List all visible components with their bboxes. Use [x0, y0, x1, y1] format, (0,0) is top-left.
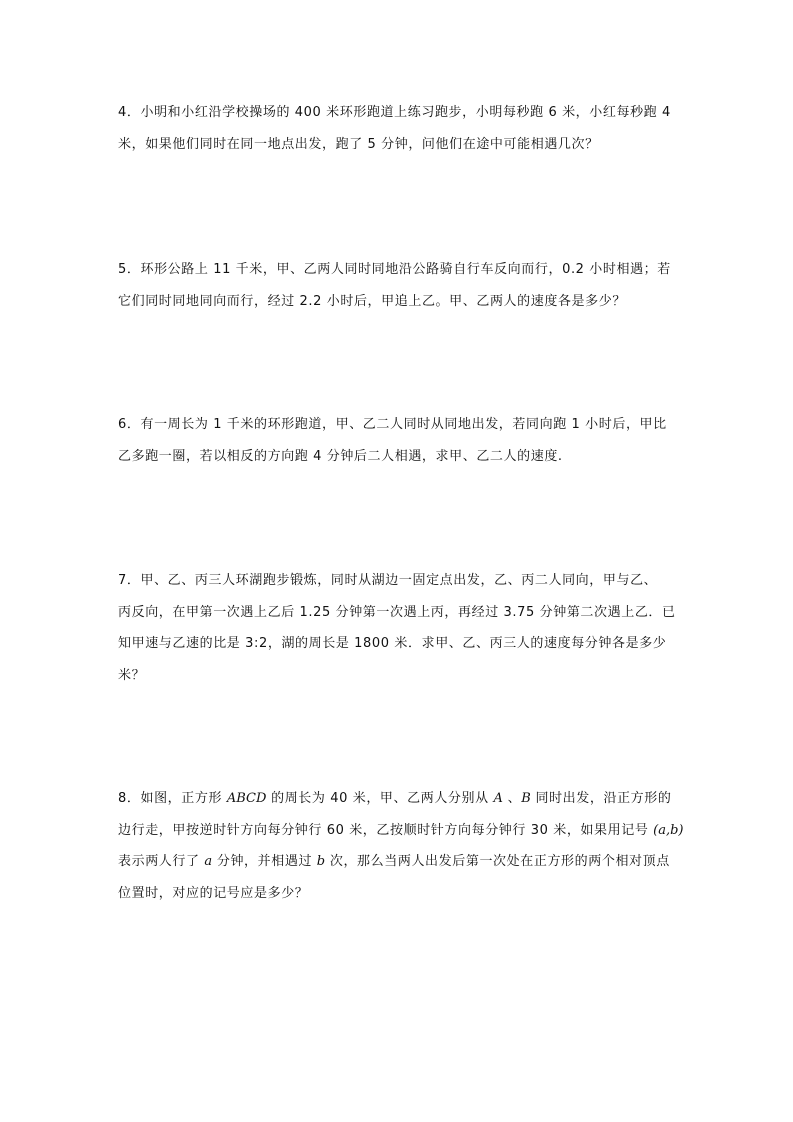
- problem-5: [118, 254, 678, 317]
- math-variable-b: b: [316, 854, 326, 869]
- problem-5-line-2: 它们同时同地同向而行，经过 2.2 小时后，甲追上乙。甲、乙两人的速度各是多少？: [118, 293, 626, 309]
- problem-5-line-1: 5．环形公路上 11 千米，甲、乙两人同时同地沿公路骑自行车反向而行，0.2 小时相遇；若: [118, 262, 671, 277]
- problem-6: [118, 409, 678, 472]
- problem-8-line-4: [118, 878, 678, 910]
- problem-8-line-3: [118, 846, 678, 878]
- math-point-b: B: [521, 791, 531, 806]
- problem-7-line-2: 丙反向，在甲第一次遇上乙后 1.25 分钟第一次遇上丙，再经过 3.75 分钟第二次遇上乙．已: [118, 604, 676, 620]
- problem-7: [118, 565, 678, 691]
- math-point-a: A: [493, 791, 503, 806]
- problem-4: [118, 97, 678, 160]
- problem-4-line-2: 米，如果他们同时在同一地点出发，跑了 5 分钟，问他们在途中可能相遇几次？: [118, 136, 599, 152]
- problem-8-text: 次，那么当两人出发后第一次处在正方形的两个相对顶点: [325, 854, 670, 869]
- problem-8-text: 的周长为 40 米，甲、乙两人分别从: [266, 791, 494, 806]
- problem-8-text: 位置时，对应的记号应是多少？: [118, 885, 309, 901]
- problem-7-line-3: 知甲速与乙速的比是 3:2，湖的周长是 1800 米．求甲、乙、丙三人的速度每分钟各是多少: [118, 636, 667, 651]
- problem-8-text: 表示两人行了: [118, 854, 205, 869]
- problem-8-line-1: [118, 783, 678, 815]
- math-notation-ab: (a,b): [653, 822, 684, 838]
- problem-8: [118, 783, 684, 909]
- problem-8-text: 分钟，并相遇过: [212, 854, 317, 869]
- problem-6-line-1: 6．有一周长为 1 千米的环形跑道，甲、乙二人同时从同地出发，若同向跑 1 小时后，甲比: [118, 417, 667, 432]
- problem-7-line-1: 7．甲、乙、丙三人环湖跑步锻炼，同时从湖边一固定点出发，乙、丙二人同向，甲与乙、: [118, 573, 658, 588]
- problem-8-text: 同时出发，沿正方形的: [530, 791, 672, 806]
- problem-8-line-2: [118, 815, 684, 847]
- math-variable-a: a: [204, 854, 213, 869]
- problem-7-line-4: 米？: [118, 667, 146, 683]
- problem-8-text: 、: [502, 791, 522, 806]
- problem-8-text: 8．如图，正方形: [118, 791, 227, 806]
- problem-6-line-2: 乙多跑一圈，若以相反的方向跑 4 分钟后二人相遇，求甲、乙二人的速度.: [118, 448, 563, 464]
- math-square-abcd: ABCD: [226, 791, 267, 806]
- problem-4-line-1: 4．小明和小红沿学校操场的 400 米环形跑道上练习跑步，小明每秒跑 6 米，小红每秒跑 4: [118, 105, 671, 120]
- problem-8-text: 边行走，甲按逆时针方向每分钟行 60 米，乙按顺时针方向每分钟行 30 米，如果用记号: [118, 822, 654, 838]
